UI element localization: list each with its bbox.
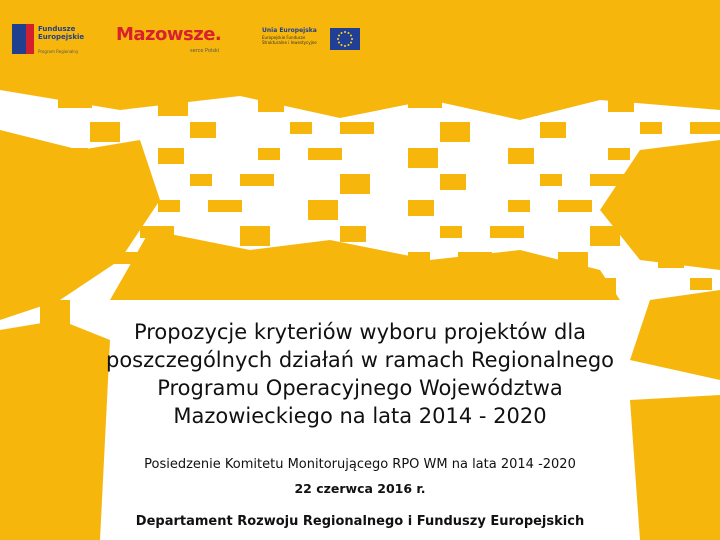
logo-bar	[0, 0, 720, 62]
pattern-block	[158, 200, 180, 212]
title-line-3: Programu Operacyjnego Województwa	[157, 376, 563, 400]
pattern-block	[508, 96, 538, 116]
pattern-block	[340, 122, 374, 134]
pattern-block	[540, 122, 566, 138]
pattern-block	[40, 70, 62, 82]
pattern-block	[680, 210, 710, 250]
pattern-block	[440, 174, 466, 190]
pattern-block	[58, 148, 88, 168]
pattern-block	[240, 278, 266, 294]
pattern-block	[358, 96, 380, 108]
pattern-block	[90, 226, 112, 238]
pattern-block	[640, 70, 666, 86]
pattern-block	[258, 148, 280, 160]
pattern-block	[558, 252, 588, 272]
fe-logo-sub: Program Regionalny	[38, 49, 79, 54]
pattern-block	[58, 252, 80, 264]
pattern-block	[340, 278, 362, 290]
pattern-block	[58, 200, 84, 216]
pattern-block	[140, 278, 170, 298]
pattern-block	[540, 70, 570, 90]
pattern-block	[508, 148, 534, 164]
pattern-block	[340, 226, 366, 242]
pattern-block	[240, 174, 274, 186]
pattern-block	[590, 226, 620, 246]
mazowsze-logo-sub: serce Polski	[190, 48, 220, 54]
pattern-block	[690, 122, 720, 134]
pattern-block	[390, 70, 412, 82]
fe-flag-icon	[12, 24, 34, 54]
pattern-block	[108, 252, 142, 264]
pattern-block	[608, 148, 630, 160]
pattern-block	[490, 278, 520, 298]
pattern-block	[640, 122, 662, 134]
pattern-block	[208, 200, 242, 212]
pattern-block	[660, 150, 690, 190]
pattern-block	[608, 96, 634, 112]
department-name: Departament Rozwoju Regionalnego i Funduszy Europejskich	[135, 514, 585, 529]
pattern-block	[590, 278, 616, 294]
pattern-block	[458, 252, 492, 264]
pattern-block	[408, 200, 434, 216]
pattern-block	[440, 70, 474, 82]
pattern-block	[558, 200, 592, 212]
title-line-4: Mazowieckiego na lata 2014 - 2020	[173, 404, 547, 428]
pattern-block	[680, 440, 710, 480]
pattern-block	[408, 148, 438, 168]
meeting-date: 22 czerwca 2016 r.	[294, 481, 426, 496]
pattern-block	[58, 96, 92, 108]
pattern-block	[20, 240, 50, 280]
pattern-block	[10, 400, 40, 440]
eu-flag-icon	[330, 28, 360, 50]
fe-logo-text	[38, 25, 84, 41]
pattern-block	[240, 226, 270, 246]
pattern-block	[190, 122, 216, 138]
mazowsze-logo-icon	[116, 24, 236, 58]
mazowsze-logo-name: Mazowsze.	[116, 24, 222, 45]
pattern-block	[90, 70, 124, 82]
pattern-block	[20, 180, 50, 220]
pattern-block	[90, 122, 120, 142]
pattern-block	[340, 174, 370, 194]
pattern-block	[690, 278, 712, 290]
fe-logo-line1: Fundusze	[38, 25, 76, 33]
pattern-block	[290, 70, 316, 86]
pattern-block	[308, 252, 334, 268]
ue-logo-sub	[262, 35, 326, 45]
ue-logo-name: Unia Europejska	[262, 27, 317, 34]
pattern-block	[190, 70, 220, 90]
pattern-block	[308, 200, 338, 220]
ue-logo-sub1: Europejskie Fundusze	[262, 35, 306, 40]
pattern-block	[508, 200, 530, 212]
title-line-2: poszczególnych działań w ramach Regionalnego	[106, 348, 614, 372]
pattern-block	[158, 96, 188, 116]
meeting-subtitle: Posiedzenie Komitetu Monitorującego RPO WM na lata 2014 -2020	[144, 457, 576, 472]
pattern-block	[208, 252, 238, 272]
pattern-block	[690, 330, 720, 370]
slide-title	[60, 318, 660, 430]
pattern-block	[658, 252, 684, 268]
pattern-block	[308, 148, 342, 160]
fe-logo-icon	[12, 24, 96, 56]
pattern-block	[90, 174, 116, 190]
pattern-block	[490, 226, 524, 238]
pattern-block	[190, 174, 212, 186]
pattern-block	[540, 174, 562, 186]
pattern-block	[390, 278, 424, 290]
pattern-block	[440, 122, 470, 142]
pattern-block	[590, 174, 624, 186]
ue-logo	[262, 28, 362, 54]
ue-logo-sub2: Strukturalne i Inwestycyjne	[262, 40, 317, 45]
pattern-block	[408, 96, 442, 108]
title-line-1: Propozycje kryteriów wyboru projektów dla	[133, 320, 587, 344]
pattern-block	[140, 226, 174, 238]
pattern-block	[690, 174, 720, 194]
pattern-block	[440, 226, 462, 238]
pattern-block	[290, 122, 312, 134]
fe-logo-line2: Europejskie	[38, 33, 85, 41]
pattern-block	[158, 148, 184, 164]
pattern-block	[408, 252, 430, 264]
pattern-block	[258, 96, 284, 112]
